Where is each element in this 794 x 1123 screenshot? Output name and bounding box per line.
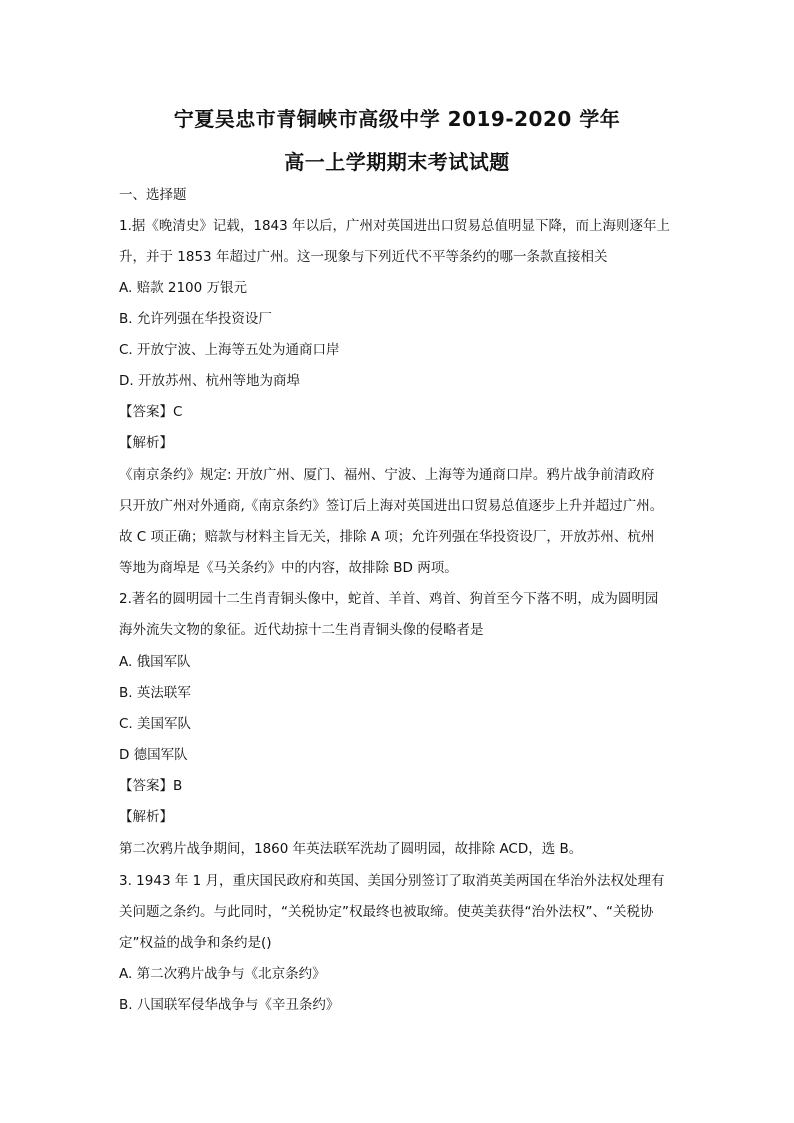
- q3-option-a: A. 第二次鸦片战争与《北京条约》: [119, 966, 326, 982]
- q1-answer: 【答案】C: [119, 404, 183, 420]
- q2-option-a: A. 俄国军队: [119, 654, 191, 670]
- q2-answer: 【答案】B: [119, 778, 183, 794]
- section-heading: 一、选择题: [119, 187, 187, 203]
- q1-analysis-label: 【解析】: [119, 435, 173, 451]
- q1-analysis-line-2: 只开放广州对外通商,《南京条约》签订后上海对英国进出口贸易总值逐步上升并超过广州。: [119, 498, 664, 514]
- q1-option-b: B. 允许列强在华投资设厂: [119, 311, 272, 327]
- q2-stem-line-2: 海外流失文物的象征。近代劫掠十二生肖青铜头像的侵略者是: [119, 622, 484, 638]
- q2-stem-line-1: 2.著名的圆明园十二生肖青铜头像中，蛇首、羊首、鸡首、狗首至今下落不明，成为圆明园: [119, 591, 659, 607]
- q3-stem-line-3: 定”权益的战争和条约是(): [119, 935, 272, 951]
- q1-stem-line-1: 1.据《晚清史》记载，1843 年以后，广州对英国进出口贸易总值明显下降，而上海则逐年上: [119, 218, 671, 234]
- document-title: 宁夏吴忠市青铜峡市高级中学 2019-2020 学年: [173, 107, 621, 131]
- q1-analysis-line-3: 故 C 项正确；赔款与材料主旨无关，排除 A 项；允许列强在华投资设厂，开放苏州、杭州: [119, 529, 655, 545]
- q2-analysis-label: 【解析】: [119, 809, 173, 825]
- q2-analysis-line-1: 第二次鸦片战争期间，1860 年英法联军洗劫了圆明园，故排除 ACD，选 B。: [119, 841, 583, 857]
- q2-option-b: B. 英法联军: [119, 685, 191, 701]
- q1-option-a: A. 赔款 2100 万银元: [119, 280, 248, 296]
- q3-stem-line-1: 3. 1943 年 1 月，重庆国民政府和英国、美国分别签订了取消英美两国在华治外法权处理有: [119, 873, 665, 889]
- q3-stem-line-2: 关问题之条约。与此同时，“关税协定”权最终也被取缔。使英美获得“治外法权”、“关税协: [119, 904, 654, 920]
- document-subtitle: 高一上学期期末考试试题: [284, 150, 510, 174]
- q1-analysis-line-4: 等地为商埠是《马关条约》中的内容，故排除 BD 两项。: [119, 560, 458, 576]
- q1-option-c: C. 开放宁波、上海等五处为通商口岸: [119, 342, 340, 358]
- q1-stem-line-2: 升，并于 1853 年超过广州。这一现象与下列近代不平等条约的哪一条款直接相关: [119, 249, 608, 265]
- q1-analysis-line-1: 《南京条约》规定: 开放广州、厦门、福州、宁波、上海等为通商口岸。鸦片战争前清政府: [119, 467, 655, 483]
- q1-option-d: D. 开放苏州、杭州等地为商埠: [119, 373, 300, 389]
- q2-option-c: C. 美国军队: [119, 716, 192, 732]
- q3-option-b: B. 八国联军侵华战争与《辛丑条约》: [119, 997, 340, 1013]
- q2-option-d: D 德国军队: [119, 747, 188, 763]
